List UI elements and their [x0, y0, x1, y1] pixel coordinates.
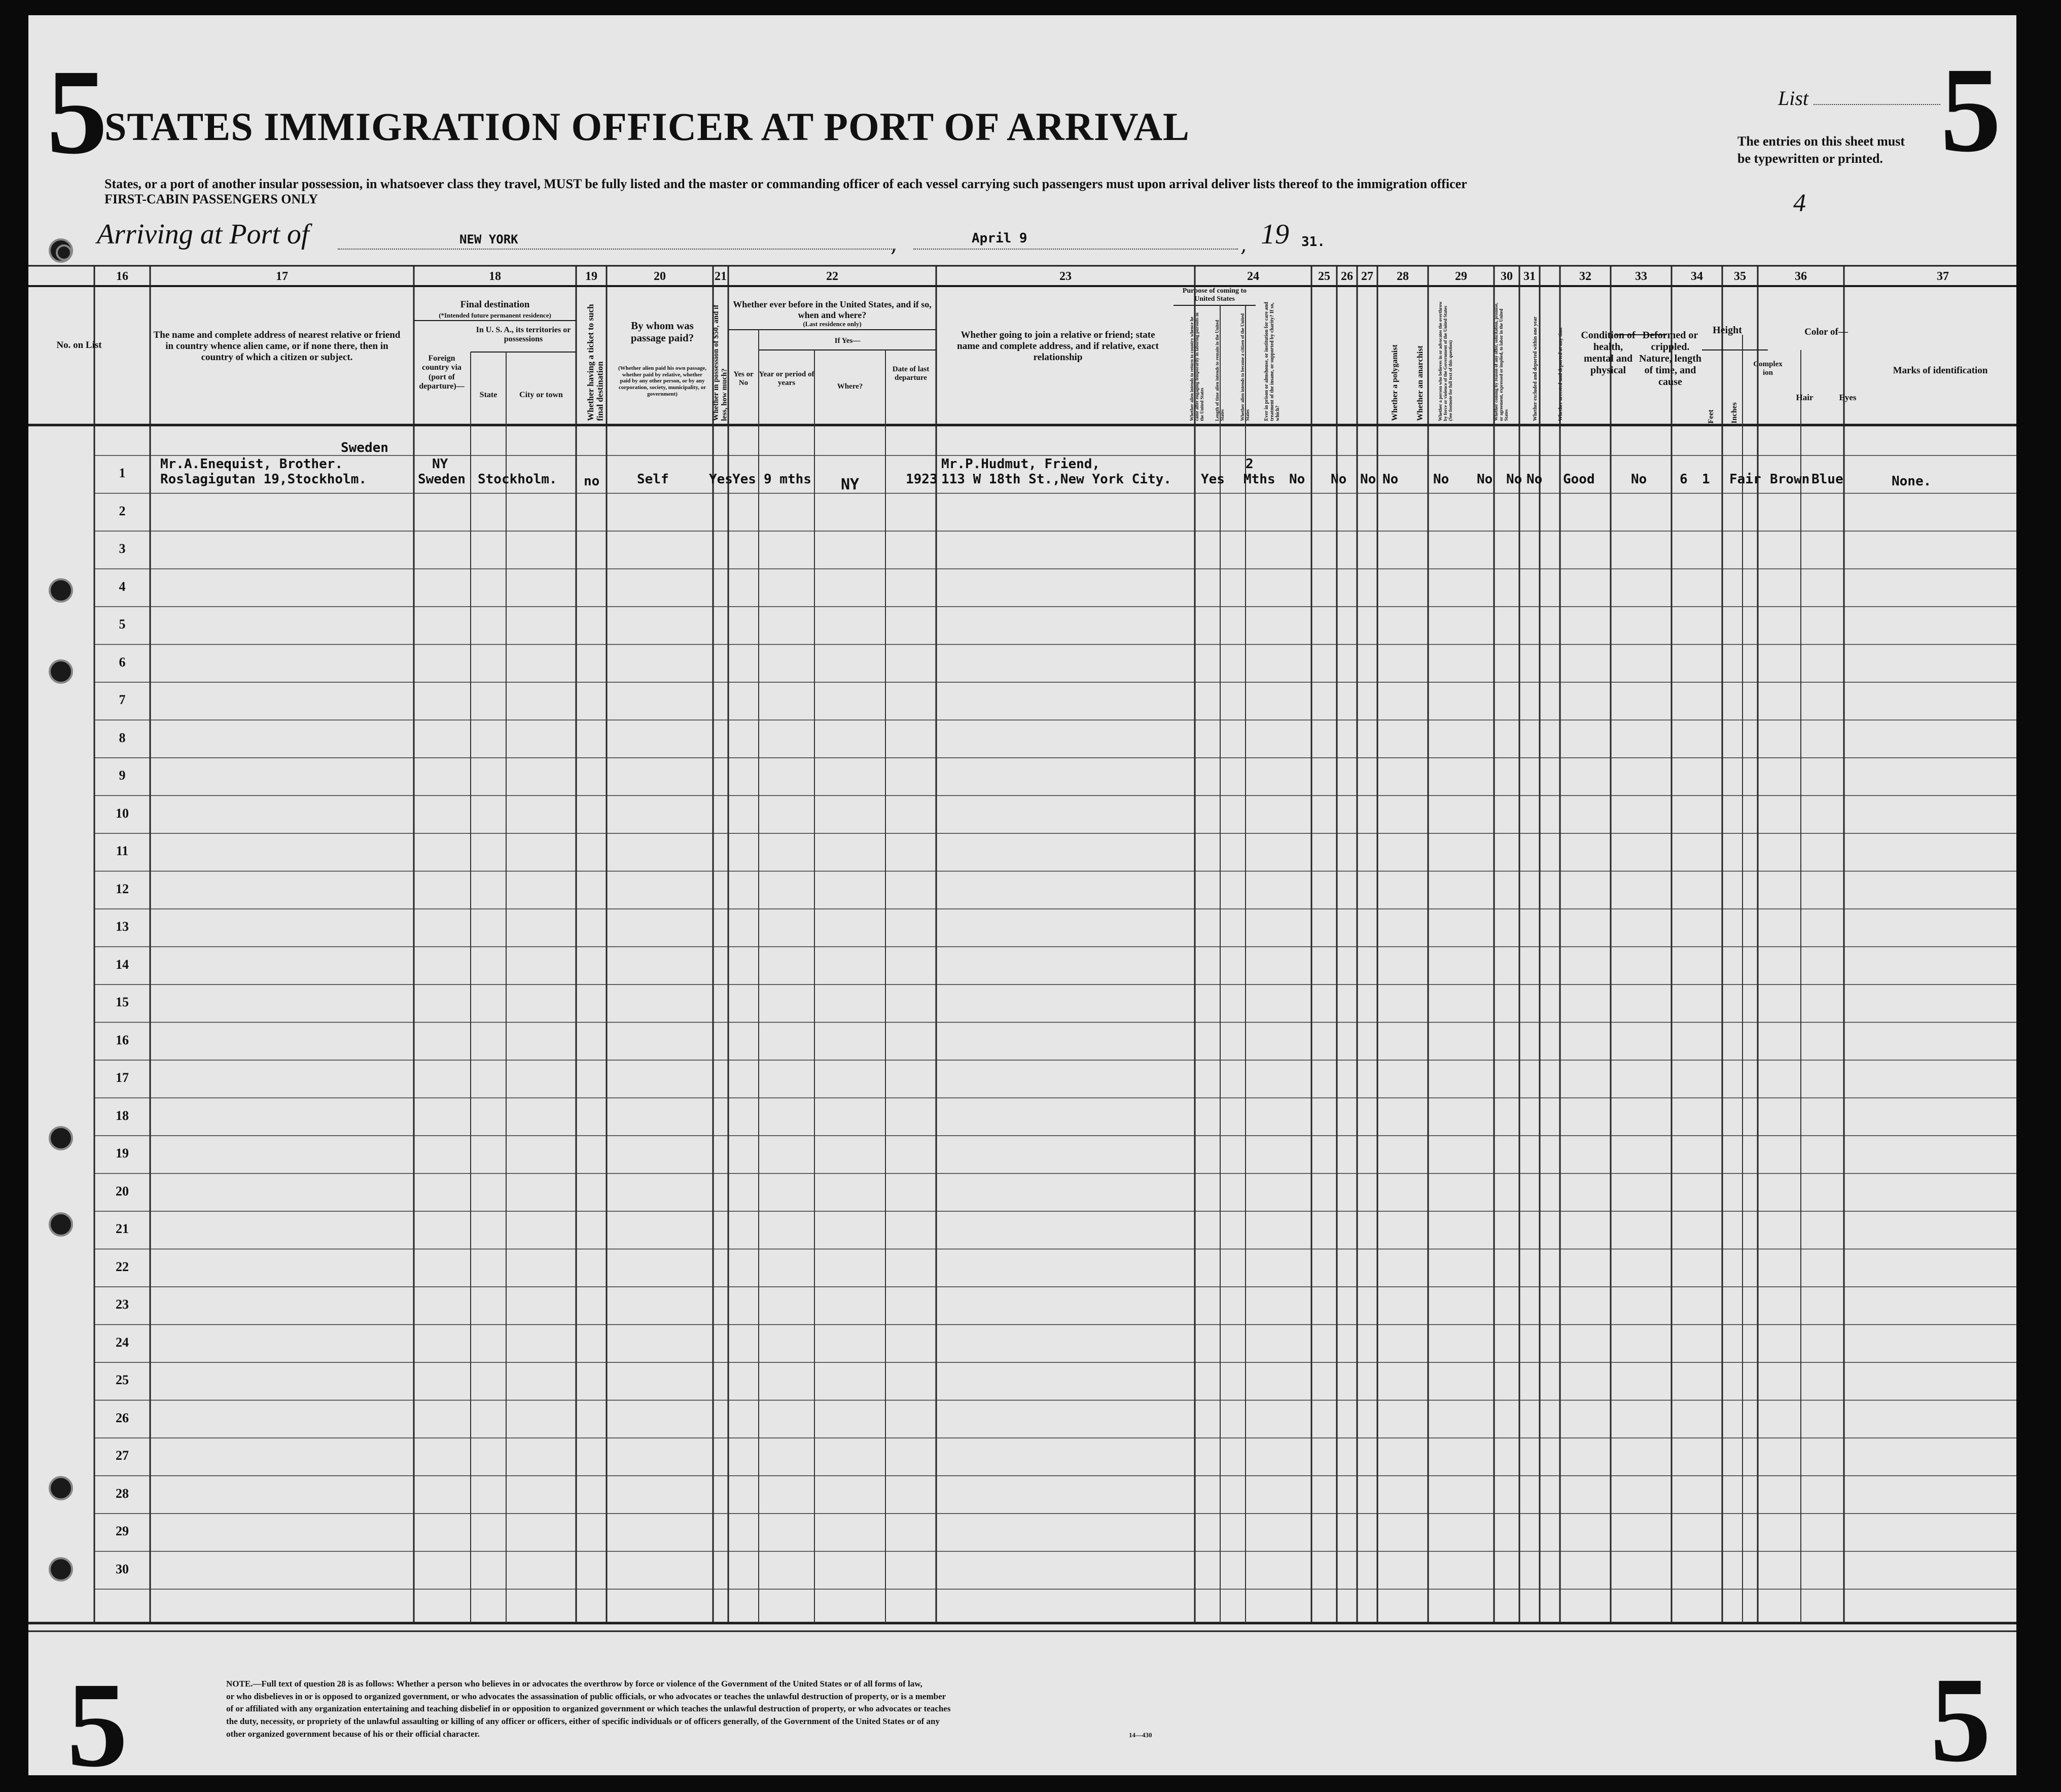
header-arrested: Whether arrested and deported at any time	[1558, 327, 1563, 421]
header-where: Where?	[837, 382, 863, 391]
row-number: 26	[116, 1410, 129, 1425]
footnote-line: or who disbelieves in or is opposed to organized government, or who advocates the assassination of public officials, or who advocates or teaches the unlawful destruction of property, or is a member	[226, 1691, 946, 1701]
entry-arrested: No	[1526, 472, 1543, 487]
header-period: Year or period of years	[759, 370, 814, 388]
entry-last-departure: 1923	[906, 472, 938, 487]
entry-period: 9 mths	[764, 472, 811, 487]
footnote	[226, 1678, 1240, 1740]
row-number: 7	[119, 692, 126, 707]
notice-line: be typewritten or printed.	[1737, 151, 1883, 166]
header-last-residence: (Last residence only)	[803, 320, 862, 328]
header-paid-by: By whom was passage paid?	[630, 320, 694, 344]
header-color-of: Color of—	[1804, 327, 1848, 337]
row-number: 14	[116, 957, 129, 972]
comma: ,	[1240, 233, 1247, 257]
row-number: 28	[116, 1486, 129, 1501]
entry-deformed: No	[1631, 472, 1647, 487]
header-before-in-us: Whether ever before in the United States, and if so, when and where?	[733, 299, 932, 320]
entry-join-line1: Mr.P.Hudmut, Friend,	[941, 456, 1100, 472]
entry-relative-line1: Mr.A.Enequist, Brother.	[160, 456, 343, 472]
row-number: 6	[119, 654, 126, 670]
entry-ticket: no	[584, 474, 600, 489]
entry-polygamist: No	[1360, 472, 1376, 487]
row-number: 24	[116, 1334, 129, 1350]
entry-where: NY	[841, 476, 860, 494]
row-number: 13	[116, 919, 129, 934]
header-prison: Ever in prison or almshouse, or institution for care and treatment of the insane, or supported by charity? If so, which?	[1264, 302, 1281, 421]
footnote-line: of or affiliated with any organization entertaining and teaching disbelief in or opposition to organized government or which teaches the unlawful destruction of property, or who advocates or teaches	[226, 1704, 951, 1714]
column-number-28: 28	[1397, 270, 1409, 283]
header-excluded: Whether excluded and deported within one year	[1533, 317, 1538, 421]
header-inches: Inches	[1730, 402, 1738, 424]
entry-inches: 1	[1702, 472, 1710, 487]
entry-return-temp: Yes	[1201, 472, 1225, 487]
date-value: April 9	[972, 231, 1027, 246]
row-number: 5	[119, 617, 126, 631]
entry-foreign-country: Sweden	[418, 472, 466, 487]
row-number: 17	[116, 1070, 129, 1085]
entry-city: Stockholm.	[478, 472, 557, 487]
row-number: 19	[116, 1146, 129, 1161]
row-number: 21	[116, 1221, 129, 1236]
column-number-21: 21	[715, 270, 727, 283]
column-number-35: 35	[1734, 270, 1746, 283]
column-number-22: 22	[826, 270, 838, 283]
row-number: 12	[116, 881, 129, 896]
row-number: 18	[116, 1108, 129, 1123]
header-marks: Marks of identification	[1893, 365, 1988, 376]
row-number: 29	[116, 1524, 129, 1538]
cabin-class: FIRST-CABIN PASSENGERS ONLY	[104, 192, 318, 206]
row-number: 25	[116, 1373, 129, 1387]
corner-number-bottom-left: 5	[67, 1657, 128, 1792]
row-number: 15	[116, 995, 129, 1009]
header-complexion: Complexion	[1753, 360, 1783, 377]
row-number: 23	[116, 1297, 129, 1312]
header-anarchist: Whether an anarchist	[1416, 345, 1425, 421]
header-city: City or town	[519, 391, 563, 399]
header-overthrow: Whether a person who believes in or advocates the overthrow by force or violence of the Government of the United States (See footnote for full text of this question)	[1438, 301, 1453, 421]
row-number: 22	[116, 1259, 129, 1274]
header-fifty-dollars: Whether in possession of $50, and if less, how much?	[712, 304, 729, 421]
entry-health: Good	[1563, 472, 1595, 487]
column-number-17: 17	[276, 270, 288, 283]
column-number-18: 18	[489, 270, 501, 283]
header-hair: Hair	[1796, 393, 1814, 402]
comma: ,	[891, 233, 897, 257]
header-eyes: Eyes	[1839, 393, 1857, 402]
entry-excluded: No	[1506, 472, 1522, 487]
column-number-31: 31	[1523, 270, 1536, 283]
footnote-line: NOTE.—Full text of question 28 is as follows: Whether a person who believes in or advocates the overthrow by force or violence of the Government of the United States or of all forms of law,	[226, 1679, 922, 1689]
column-number-23: 23	[1059, 270, 1072, 283]
page-title: STATES IMMIGRATION OFFICER AT PORT OF ARRIVAL	[104, 104, 1190, 149]
column-number-36: 36	[1795, 270, 1807, 283]
column-number-20: 20	[654, 270, 666, 283]
header-return-temp: Whether alien intends to return to country whence he came after engaging temporarily in laboring pursuits in the United States	[1189, 312, 1204, 421]
port-value: NEW YORK	[459, 232, 518, 247]
list-label-text: List	[1778, 87, 1809, 110]
row-number: 3	[119, 541, 126, 556]
entry-marks: None.	[1892, 474, 1932, 489]
entry-country-above: Sweden	[341, 440, 388, 455]
header-if-yes: If Yes—	[834, 337, 861, 345]
corner-number-bottom-right: 5	[1930, 1652, 1991, 1787]
row-number: 9	[119, 768, 126, 783]
column-number-29: 29	[1455, 270, 1467, 283]
row-number: 1	[119, 466, 126, 480]
column-number-16: 16	[116, 270, 128, 283]
entry-citizen: No	[1289, 472, 1305, 487]
header-deformed: Deformed or crippled. Nature, length of time, and cause	[1639, 330, 1701, 388]
row-number: 8	[119, 730, 126, 745]
entry-complexion: Fair	[1729, 472, 1761, 487]
header-purpose: Purpose of coming to United States	[1182, 287, 1247, 303]
header-height: Height	[1713, 325, 1742, 336]
column-number-19: 19	[585, 270, 597, 283]
row-number: 16	[116, 1032, 129, 1047]
year-suffix: 31.	[1301, 234, 1325, 250]
arriving-label: Arriving at Port of	[97, 219, 309, 250]
column-number-25: 25	[1318, 270, 1330, 283]
footnote-line: other organized government because of his or their official character.	[226, 1729, 480, 1739]
form-number: 14—430	[1129, 1731, 1152, 1739]
column-number-33: 33	[1635, 270, 1647, 283]
column-number-32: 32	[1579, 270, 1591, 283]
entry-via: NY	[432, 456, 448, 472]
row-number: 27	[116, 1448, 129, 1463]
row-number: 20	[116, 1183, 129, 1199]
header-paid-by-note: (Whether alien paid his own passage, whether paid by relative, whether paid by any other person, or by any corporation, society, municipality, or government)	[618, 365, 706, 397]
header-joining: Whether going to join a relative or friend; state name and complete address, and if relative, exact relationship	[957, 330, 1159, 363]
header-final-destination: Final destination	[460, 299, 530, 310]
entry-anarchist: No	[1382, 472, 1399, 487]
header-no-on-list: No. on List	[56, 340, 102, 350]
footnote-line: the duty, necessity, or propriety of the unlawful assaulting or killing of any officer or officers, either of specific individuals or of officers generally, of the Government of the United States or of any	[226, 1716, 940, 1726]
entry-fifty: Yes	[709, 472, 733, 487]
header-become-citizen: Whether alien intends to become a citizen of the United States	[1240, 313, 1250, 421]
header-length-of-stay: Length of time alien intends to remain in the United States	[1215, 320, 1225, 421]
header-ticket: Whether having a ticket to such final destination	[586, 304, 605, 421]
entry-eyes: Blue	[1811, 472, 1843, 487]
entry-hair: Brown	[1770, 472, 1810, 487]
corner-number-top-left: 5	[47, 44, 108, 179]
header-final-destination-note: (*Intended future permanent residence)	[439, 311, 551, 319]
row-number: 4	[119, 579, 126, 594]
handwritten-sheet-number: 4	[1793, 188, 1806, 217]
entry-prison: No	[1331, 472, 1347, 487]
entry-overthrow: No	[1433, 472, 1449, 487]
row-number: 11	[116, 844, 129, 858]
form-grid	[28, 15, 2016, 1775]
header-yes-or-no: Yes or No	[733, 370, 754, 388]
entry-feet: 6	[1680, 472, 1688, 487]
header-foreign-country: Foreign country via (port of departure)—	[419, 354, 465, 391]
column-number-34: 34	[1691, 270, 1703, 283]
column-number-27: 27	[1361, 270, 1373, 283]
entry-labor: No	[1477, 472, 1493, 487]
header-feet: Feet	[1707, 409, 1715, 424]
row-number: 10	[116, 805, 129, 821]
corner-number-top-right: 5	[1940, 42, 2001, 177]
column-number-26: 26	[1341, 270, 1353, 283]
column-number-37: 37	[1937, 270, 1949, 283]
instruction-line: States, or a port of another insular possession, in whatsoever class they travel, MUST be fully listed and the master or commanding officer of each vessel carrying such passengers must upon arrival deliver lists thereof to the immigration officer	[104, 177, 1467, 191]
notice-line: The entries on this sheet must	[1737, 134, 1905, 149]
header-health: Condition of health, mental and physical	[1581, 330, 1636, 376]
entry-length-top: 2	[1246, 456, 1254, 472]
entry-relative-line2: Roslagigutan 19,Stockholm.	[160, 472, 367, 487]
entry-paid-by: Self	[637, 472, 669, 487]
header-polygamist: Whether a polygamist	[1391, 344, 1399, 421]
column-number-30: 30	[1501, 270, 1513, 283]
row-number: 30	[116, 1561, 129, 1576]
header-relative: The name and complete address of nearest relative or friend in country whence alien came, or if none there, then in country of which a citizen or subject.	[153, 330, 401, 363]
header-state: State	[479, 391, 498, 399]
entry-before-yes: Yes	[732, 472, 756, 487]
year-prefix: 19	[1261, 219, 1289, 250]
header-labor-offer: Whether coming by reason of any offer, solicitation, promise, or agreement, expressed or implied, to labor in the United States	[1494, 302, 1509, 421]
entry-length: Mths	[1243, 472, 1275, 487]
manifest-sheet	[28, 15, 2016, 1792]
column-number-24: 24	[1247, 270, 1259, 283]
entry-join-line2: 113 W 18th St.,New York City.	[941, 472, 1171, 487]
header-in-usa: In U. S. A., its territories or possessions	[476, 326, 571, 344]
header-last-departure: Date of last departure	[892, 365, 930, 382]
row-number: 2	[119, 503, 126, 518]
